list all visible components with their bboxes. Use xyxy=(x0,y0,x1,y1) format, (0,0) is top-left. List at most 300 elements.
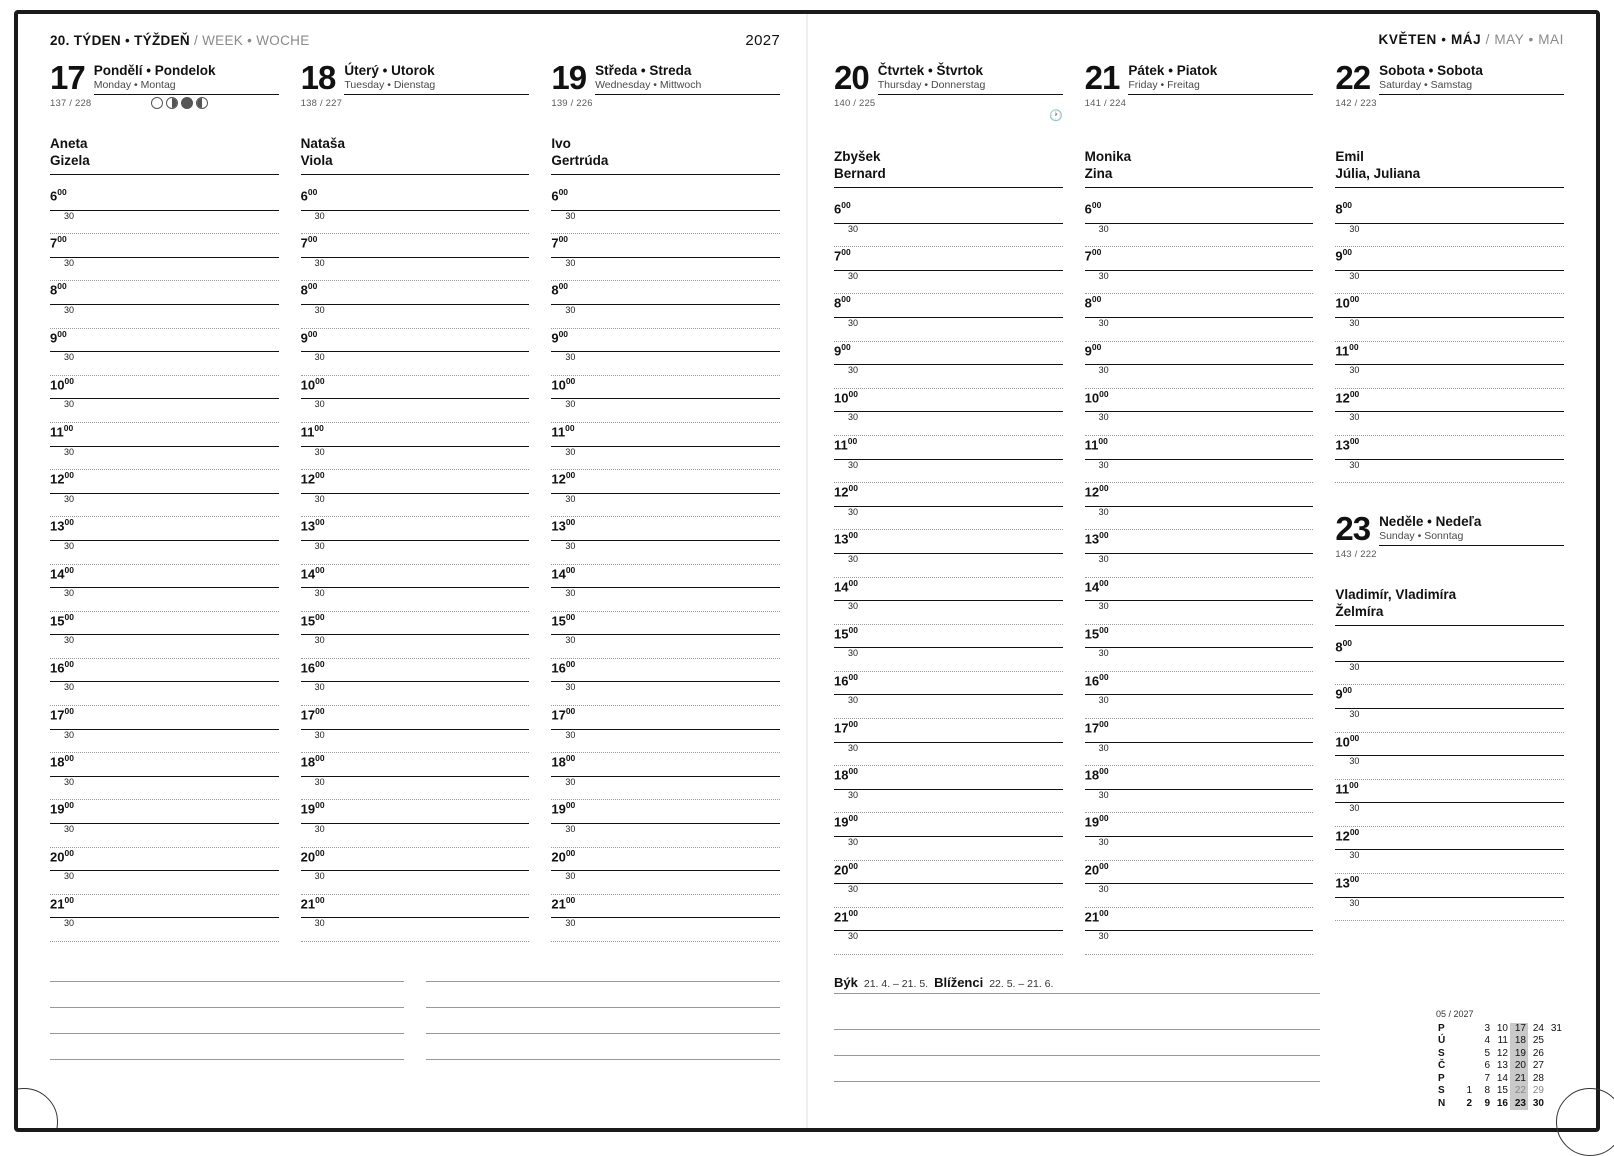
hour-row xyxy=(834,294,1063,318)
day-name-sep2: • xyxy=(134,79,138,91)
day-name-de: Freitag xyxy=(1167,79,1200,91)
hour-label: $21^{00}$ xyxy=(551,894,576,912)
hour-label: $19^{00}$ xyxy=(50,800,74,817)
nameday-divider xyxy=(50,174,279,175)
hour-label: $10^{00}$ xyxy=(551,375,576,393)
hour-label: $11^{00}$ xyxy=(1335,779,1359,797)
hour-label: $13^{00}$ xyxy=(300,517,325,534)
hour-number: 11 xyxy=(1335,342,1350,358)
hour-label: $6^{00}$ xyxy=(551,187,569,204)
nameday-divider xyxy=(1335,625,1564,626)
day-header-friday xyxy=(1084,59,1314,122)
hour-number: 6 xyxy=(551,188,559,204)
half-hour-label: 30 xyxy=(565,210,576,221)
hour-number: 21 xyxy=(834,909,849,925)
hour-row xyxy=(1335,733,1564,757)
half-hour-label: 30 xyxy=(64,682,75,693)
day-name-en: Wednesday xyxy=(595,79,651,91)
day-header-sunday xyxy=(1335,510,1564,561)
hour-number: 8 xyxy=(551,282,559,298)
month-sep-1: • xyxy=(1441,32,1447,47)
hour-number: 8 xyxy=(1335,639,1343,655)
half-hour-row xyxy=(301,824,530,848)
half-hour-label: 30 xyxy=(848,270,859,281)
note-line[interactable] xyxy=(426,1034,780,1060)
weekday-letter: P xyxy=(1438,1072,1445,1084)
half-hour-label: 30 xyxy=(565,399,576,410)
half-hour-row xyxy=(1335,662,1564,686)
note-line[interactable] xyxy=(426,956,780,982)
day-header-saturday xyxy=(1335,59,1564,122)
hour-row xyxy=(50,281,279,305)
weekday-letter: Ú xyxy=(1438,1035,1446,1046)
half-hour-label: 30 xyxy=(848,553,859,564)
hour-number: 14 xyxy=(1084,578,1100,594)
mini-cal-cell: 1 xyxy=(1466,1085,1472,1096)
half-hour-row xyxy=(834,507,1063,531)
day-name-en: Friday xyxy=(1128,79,1158,91)
day-column-weekend xyxy=(1335,59,1564,955)
hour-number: 14 xyxy=(551,565,566,581)
hour-label: $20^{00}$ xyxy=(300,847,325,864)
day-name-en: Sunday xyxy=(1379,530,1415,543)
day-number: 22 xyxy=(1335,59,1371,96)
half-hour-label: 30 xyxy=(314,352,325,363)
half-hour-row xyxy=(50,399,279,423)
half-hour-row xyxy=(50,777,279,801)
half-hour-label: 30 xyxy=(64,918,75,929)
nameday-divider xyxy=(1085,187,1314,188)
mini-cal-cell: 16 xyxy=(1496,1097,1508,1109)
hour-label: $10^{00}$ xyxy=(300,375,325,393)
mini-cal-cell: 4 xyxy=(1484,1035,1490,1046)
month-label-sk: MÁJ xyxy=(1450,32,1482,47)
mini-cal-cell: 5 xyxy=(1484,1047,1490,1059)
mini-cal-row xyxy=(1436,1085,1564,1098)
hour-label: $11^{00}$ xyxy=(834,435,858,453)
hour-row xyxy=(301,187,530,211)
weekday-letter: N xyxy=(1438,1097,1446,1109)
hour-label: $18^{00}$ xyxy=(300,753,325,770)
half-hour-label: 30 xyxy=(1349,412,1360,423)
notes-area-left[interactable] xyxy=(50,956,780,1060)
note-line[interactable] xyxy=(834,1004,1320,1030)
hour-row xyxy=(834,908,1063,932)
day-divider xyxy=(344,94,529,95)
hour-grid-tuesday xyxy=(301,187,530,942)
hour-row xyxy=(834,436,1063,460)
right-header xyxy=(834,32,1564,48)
day-column-friday xyxy=(1084,59,1336,955)
day-name-sk: Sobota xyxy=(1437,63,1483,78)
weekday-letter: Č xyxy=(1438,1060,1446,1071)
hour-row xyxy=(551,753,780,777)
half-hour-label: 30 xyxy=(1349,223,1360,234)
hour-number: 8 xyxy=(300,282,308,298)
day-name-sep: • xyxy=(382,63,388,78)
half-hour-label: 30 xyxy=(565,824,576,835)
hour-row xyxy=(834,672,1063,696)
mini-cal-cell-highlight: 21 xyxy=(1510,1073,1528,1086)
mini-cal-cell: 6 xyxy=(1484,1060,1490,1071)
half-hour-row xyxy=(50,824,279,848)
hour-row xyxy=(301,281,530,305)
half-hour-row xyxy=(834,271,1063,295)
half-hour-label: 30 xyxy=(1098,837,1109,848)
hour-number: 9 xyxy=(50,329,58,345)
hour-number: 20 xyxy=(551,848,566,864)
hour-label: $13^{00}$ xyxy=(551,517,576,534)
hour-number: 21 xyxy=(1084,909,1100,925)
half-hour-row xyxy=(834,224,1063,248)
zodiac-range-1: 21. 4. – 21. 5. xyxy=(863,978,929,990)
half-hour-row xyxy=(1335,318,1564,342)
day-divider xyxy=(1379,94,1564,95)
day-name-sep2: • xyxy=(1424,79,1428,91)
hour-row xyxy=(1335,247,1564,271)
half-hour-row xyxy=(301,871,530,895)
half-hour-row xyxy=(50,352,279,376)
half-hour-row xyxy=(1085,460,1314,484)
mini-cal-cell: 9 xyxy=(1484,1097,1490,1109)
hour-number: 8 xyxy=(834,295,842,311)
hour-row xyxy=(50,517,279,541)
half-hour-row xyxy=(551,352,780,376)
half-hour-row xyxy=(551,447,780,471)
hour-row xyxy=(301,800,530,824)
hour-number: 15 xyxy=(551,613,566,629)
half-hour-row xyxy=(551,588,780,612)
hour-row xyxy=(1085,294,1314,318)
hour-row xyxy=(50,187,279,211)
hour-row xyxy=(301,329,530,353)
hour-number: 16 xyxy=(300,660,316,676)
hour-grid-thursday xyxy=(834,200,1063,955)
mini-cal-cell xyxy=(1546,1035,1564,1048)
nameday-divider xyxy=(301,174,530,175)
half-hour-label: 30 xyxy=(64,446,75,457)
hour-number: 11 xyxy=(1084,437,1099,453)
hour-number: 18 xyxy=(551,754,566,770)
hour-number: 13 xyxy=(50,518,65,534)
half-hour-label: 30 xyxy=(1098,365,1109,376)
hour-row xyxy=(301,659,530,683)
hour-row xyxy=(50,329,279,353)
hour-label: $13^{00}$ xyxy=(1335,435,1360,453)
zodiac-bar xyxy=(834,975,1320,994)
hour-label: $12^{00}$ xyxy=(1084,483,1109,500)
hour-number: 17 xyxy=(1084,720,1100,736)
day-name-cs: Středa xyxy=(595,63,638,78)
hour-label: $9^{00}$ xyxy=(551,328,569,345)
hour-row xyxy=(301,376,530,400)
day-name-de: Mittwoch xyxy=(659,79,702,91)
hour-number: 17 xyxy=(834,720,849,736)
half-hour-label: 30 xyxy=(1349,365,1360,376)
half-hour-row xyxy=(551,682,780,706)
hour-row xyxy=(551,895,780,919)
note-line[interactable] xyxy=(426,982,780,1008)
mini-cal-cell xyxy=(1546,1085,1564,1098)
hour-number: 12 xyxy=(551,471,566,487)
hour-label: $8^{00}$ xyxy=(834,294,851,311)
half-hour-label: 30 xyxy=(314,635,325,646)
half-hour-label: 30 xyxy=(1098,459,1109,470)
note-line[interactable] xyxy=(834,1030,1320,1056)
half-hour-label: 30 xyxy=(64,257,75,268)
hour-label: $20^{00}$ xyxy=(1084,860,1109,877)
hour-label: $10^{00}$ xyxy=(1335,732,1360,749)
half-hour-row xyxy=(1085,743,1314,767)
hour-row xyxy=(301,517,530,541)
half-hour-row xyxy=(551,824,780,848)
day-number: 19 xyxy=(551,59,587,96)
hour-row xyxy=(1085,578,1314,602)
half-hour-row xyxy=(834,743,1063,767)
hour-number: 15 xyxy=(50,613,65,629)
hour-number: 13 xyxy=(834,531,849,547)
hour-number: 9 xyxy=(551,329,559,345)
day-header-monday xyxy=(50,59,279,109)
week-label-cs: 20. TÝDEN xyxy=(50,33,121,48)
hour-label: $9^{00}$ xyxy=(834,341,851,358)
moon-phase-row xyxy=(80,97,279,109)
half-hour-label: 30 xyxy=(565,729,576,740)
mini-cal-cell xyxy=(1456,1023,1474,1036)
hour-row xyxy=(1335,685,1564,709)
hour-row xyxy=(551,234,780,258)
half-hour-row xyxy=(50,305,279,329)
half-hour-row xyxy=(1085,507,1314,531)
mini-calendar xyxy=(1436,1008,1564,1110)
hour-label: $11^{00}$ xyxy=(50,422,74,440)
half-hour-row xyxy=(1085,224,1314,248)
half-hour-row xyxy=(1335,898,1564,922)
hour-row xyxy=(301,895,530,919)
hour-label: $18^{00}$ xyxy=(50,753,74,770)
mini-cal-row xyxy=(1436,1098,1564,1111)
hour-label: $7^{00}$ xyxy=(1084,247,1102,264)
day-divider xyxy=(878,94,1063,95)
hour-label: $8^{00}$ xyxy=(1335,638,1353,655)
hour-row xyxy=(1085,672,1314,696)
note-line[interactable] xyxy=(426,1008,780,1034)
hour-number: 13 xyxy=(551,518,566,534)
hour-number: 19 xyxy=(1084,814,1100,830)
hour-number: 10 xyxy=(300,377,316,393)
half-hour-label: 30 xyxy=(1349,459,1360,470)
hour-row xyxy=(551,706,780,730)
half-hour-label: 30 xyxy=(848,601,859,612)
hour-label: $8^{00}$ xyxy=(300,281,318,298)
hour-row xyxy=(50,848,279,872)
half-hour-label: 30 xyxy=(848,223,859,234)
half-hour-row xyxy=(834,460,1063,484)
hour-row xyxy=(50,895,279,919)
hour-number: 15 xyxy=(1084,626,1100,642)
zodiac-and-notes xyxy=(834,961,1320,1082)
day-name-en: Thursday xyxy=(877,79,922,91)
half-hour-row xyxy=(50,918,279,942)
hour-label: $13^{00}$ xyxy=(50,517,74,534)
nameday-block xyxy=(551,135,780,175)
mini-cal-cell xyxy=(1456,1073,1474,1086)
weekday-letter: S xyxy=(1438,1085,1445,1096)
hour-number: 17 xyxy=(50,707,65,723)
hour-label: $13^{00}$ xyxy=(1084,530,1109,547)
day-name-sep2: • xyxy=(387,79,391,91)
hour-number: 21 xyxy=(50,896,65,912)
hour-row xyxy=(50,376,279,400)
mini-cal-cell: 12 xyxy=(1496,1047,1508,1059)
week-label-sk: TÝŽDEŇ xyxy=(134,33,190,48)
nameday-2: Viola xyxy=(300,153,333,168)
mini-cal-cell xyxy=(1546,1060,1564,1073)
half-hour-label: 30 xyxy=(565,493,576,504)
hour-number: 11 xyxy=(1335,781,1350,797)
half-hour-label: 30 xyxy=(1098,695,1109,706)
half-hour-label: 30 xyxy=(64,399,75,410)
hour-row xyxy=(50,234,279,258)
half-hour-row xyxy=(1335,803,1564,827)
hour-label: $16^{00}$ xyxy=(551,658,576,676)
hour-number: 10 xyxy=(1084,390,1100,406)
day-name-cs: Neděle xyxy=(1379,514,1424,530)
hour-row xyxy=(301,565,530,589)
half-hour-row xyxy=(1085,837,1314,861)
notes-column-left[interactable] xyxy=(50,956,404,1060)
half-hour-row xyxy=(551,399,780,423)
clock-change-icon: 🕐 xyxy=(1048,110,1063,122)
nameday-block xyxy=(301,135,530,175)
nameday-1: Nataša xyxy=(300,136,345,151)
nameday-1: Emil xyxy=(1335,149,1364,164)
zodiac-range-2: 22. 5. – 21. 6. xyxy=(989,978,1054,990)
day-name-cs: Čtvrtek xyxy=(877,63,925,78)
hour-grid-friday xyxy=(1085,200,1314,955)
hour-row xyxy=(50,470,279,494)
day-divider xyxy=(94,94,279,95)
day-header-thursday xyxy=(834,59,1063,122)
day-block-sunday xyxy=(1335,510,1564,921)
half-hour-label: 30 xyxy=(565,588,576,599)
day-name-sep2: • xyxy=(1160,79,1165,91)
hour-number: 16 xyxy=(1084,673,1100,689)
zodiac-sign-2: Blíženci xyxy=(934,975,984,990)
note-line[interactable] xyxy=(50,1008,404,1034)
day-name-sk: Nedeľa xyxy=(1435,514,1482,530)
half-hour-row xyxy=(50,871,279,895)
nameday-2: Zina xyxy=(1084,166,1113,181)
half-hour-row xyxy=(50,258,279,282)
half-hour-label: 30 xyxy=(565,446,576,457)
hour-row xyxy=(1335,436,1564,460)
day-number: 20 xyxy=(834,59,869,96)
hour-number: 18 xyxy=(1084,767,1100,783)
hour-row xyxy=(834,200,1063,224)
hour-number: 17 xyxy=(551,707,566,723)
half-hour-label: 30 xyxy=(64,776,75,787)
mini-cal-cell xyxy=(1456,1035,1474,1048)
hour-number: 18 xyxy=(50,754,65,770)
hour-label: $8^{00}$ xyxy=(1335,200,1353,217)
note-line[interactable] xyxy=(834,1056,1320,1082)
day-counter: 140 / 225 xyxy=(834,98,876,109)
day-counter: 142 / 223 xyxy=(1335,98,1377,109)
half-hour-label: 30 xyxy=(565,918,576,929)
month-slash: / xyxy=(1485,32,1490,47)
day-header-wednesday xyxy=(551,59,780,109)
half-hour-row xyxy=(1335,850,1564,874)
mini-cal-cell xyxy=(1456,1060,1474,1073)
hour-number: 10 xyxy=(834,390,849,406)
half-hour-row xyxy=(834,554,1063,578)
half-hour-row xyxy=(301,258,530,282)
half-hour-label: 30 xyxy=(64,540,75,551)
half-hour-row xyxy=(1085,412,1314,436)
notes-column-right[interactable] xyxy=(426,956,780,1060)
hour-row xyxy=(834,483,1063,507)
day-name-de: Montag xyxy=(140,79,176,91)
mini-calendar-title: 05 / 2027 xyxy=(1436,1009,1474,1019)
hour-row xyxy=(301,848,530,872)
hour-row xyxy=(834,342,1063,366)
half-hour-label: 30 xyxy=(848,506,859,517)
hour-number: 18 xyxy=(834,767,849,783)
hour-number: 7 xyxy=(1084,248,1092,264)
day-name-sk: Štvrtok xyxy=(936,63,984,78)
half-hour-label: 30 xyxy=(565,776,576,787)
hour-row xyxy=(1085,530,1314,554)
half-hour-row xyxy=(1085,554,1314,578)
hour-label: $12^{00}$ xyxy=(834,483,858,500)
half-hour-label: 30 xyxy=(1098,648,1109,659)
note-line[interactable] xyxy=(50,982,404,1008)
mini-cal-cell: 31 xyxy=(1550,1022,1562,1034)
half-hour-row xyxy=(834,601,1063,625)
half-hour-label: 30 xyxy=(848,931,859,942)
day-counter: 138 / 227 xyxy=(300,98,343,109)
hour-number: 6 xyxy=(834,201,842,217)
hour-label: $10^{00}$ xyxy=(1084,388,1109,406)
note-line[interactable] xyxy=(50,956,404,982)
hour-number: 21 xyxy=(551,896,566,912)
nameday-2: Gertrúda xyxy=(551,153,609,168)
hour-row xyxy=(1085,247,1314,271)
day-name-en: Tuesday xyxy=(344,79,385,91)
half-hour-row xyxy=(1085,601,1314,625)
half-hour-label: 30 xyxy=(314,399,325,410)
half-hour-label: 30 xyxy=(314,257,325,268)
page-corner-arc xyxy=(1556,1088,1614,1156)
half-hour-row xyxy=(551,305,780,329)
hour-label: $7^{00}$ xyxy=(551,234,569,251)
mini-cal-cell: 24 xyxy=(1532,1022,1544,1034)
week-slash: / xyxy=(194,33,199,48)
note-line[interactable] xyxy=(50,1034,404,1060)
hour-row xyxy=(1085,436,1314,460)
hour-label: $17^{00}$ xyxy=(300,706,325,723)
half-hour-label: 30 xyxy=(64,352,75,363)
half-hour-row xyxy=(834,884,1063,908)
notes-area-right[interactable] xyxy=(834,1004,1320,1082)
half-hour-row xyxy=(1085,318,1314,342)
half-hour-row xyxy=(834,412,1063,436)
day-name-sk: Streda xyxy=(649,63,692,78)
hour-grid-wednesday xyxy=(551,187,780,942)
hour-number: 9 xyxy=(1335,686,1343,702)
mini-cal-cell: 7 xyxy=(1484,1072,1490,1084)
